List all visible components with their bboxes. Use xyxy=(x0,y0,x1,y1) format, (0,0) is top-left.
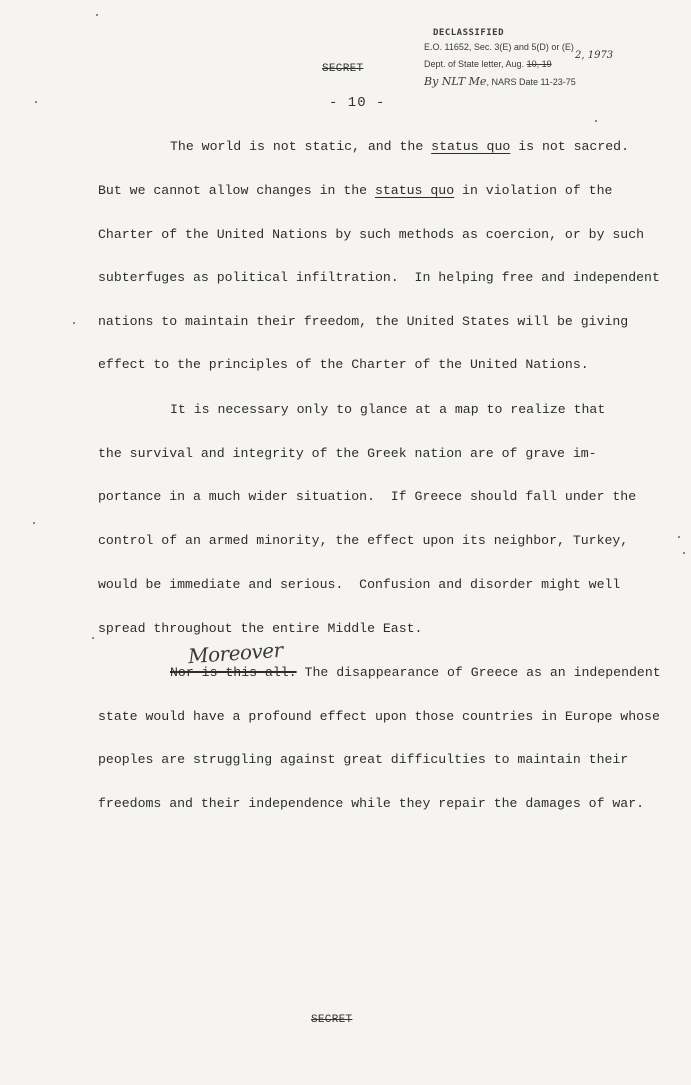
stamp-title: DECLASSIFIED xyxy=(433,28,505,38)
paper-speck xyxy=(73,322,75,324)
page-number: - 10 - xyxy=(329,95,386,111)
body-line-12: spread throughout the entire Middle East. xyxy=(98,621,423,636)
top-classification-marking: SECRET xyxy=(322,63,364,75)
stamp-handwritten-date: 2, 1973 xyxy=(575,50,614,61)
stamp-authority-line: E.O. 11652, Sec. 3(E) and 5(D) or (E) xyxy=(424,42,574,52)
body-line-7: It is necessary only to glance at a map to realize that xyxy=(170,402,606,417)
body-line-1 xyxy=(170,138,629,156)
body-line-8: the survival and integrity of the Greek nation are of grave im- xyxy=(98,446,597,461)
stamp-nars-date: , NARS Date 11-23-75 xyxy=(486,77,576,87)
stamp-letter-struck-date: 10, 19 xyxy=(526,59,552,69)
body-line-3: Charter of the United Nations by such methods as coercion, or by such xyxy=(98,227,645,242)
body-line-1-a: The world is not static, and the xyxy=(170,139,432,154)
paper-speck xyxy=(92,637,94,639)
body-line-2-c: in violation of the xyxy=(454,183,613,198)
body-line-15: peoples are struggling against great difficulties to maintain their xyxy=(98,752,629,767)
stamp-initials: By NLT Me xyxy=(424,75,487,88)
body-line-13-rest: The disappearance of Greece as an independent xyxy=(296,665,661,680)
paper-speck xyxy=(96,14,98,16)
paper-speck xyxy=(683,552,685,554)
body-line-2-a: But we cannot allow changes in the xyxy=(98,183,375,198)
handwritten-insertion: Moreover xyxy=(187,637,284,669)
bottom-classification-marking: SECRET xyxy=(311,1014,353,1026)
body-line-2-status-quo: status quo xyxy=(374,183,455,198)
body-line-5: nations to maintain their freedom, the United States will be giving xyxy=(98,314,629,329)
stamp-letter-prefix: Dept. of State letter, Aug. xyxy=(424,59,525,69)
body-line-1-c: is not sacred. xyxy=(510,139,630,154)
paper-speck xyxy=(35,101,37,103)
body-line-6: effect to the principles of the Charter of the United Nations. xyxy=(98,357,589,372)
body-line-2 xyxy=(98,182,612,200)
body-line-16: freedoms and their independence while they repair the damages of war. xyxy=(98,796,645,811)
body-line-4: subterfuges as political infiltration. In helping free and independent xyxy=(98,270,660,285)
body-line-1-status-quo: status quo xyxy=(431,139,511,154)
body-line-14: state would have a profound effect upon those countries in Europe whose xyxy=(98,709,660,724)
body-line-13 xyxy=(170,664,661,682)
body-line-9: portance in a much wider situation. If Greece should fall under the xyxy=(98,489,637,504)
stamp-by-line xyxy=(424,74,576,90)
paper-speck xyxy=(678,536,680,538)
body-line-11: would be immediate and serious. Confusion and disorder might well xyxy=(98,577,621,592)
stamp-letter-line xyxy=(424,57,552,72)
body-line-10: control of an armed minority, the effect upon its neighbor, Turkey, xyxy=(98,533,629,548)
paper-speck xyxy=(595,120,597,122)
paper-speck xyxy=(33,522,35,524)
struck-phrase: Nor is this all. xyxy=(170,665,297,680)
